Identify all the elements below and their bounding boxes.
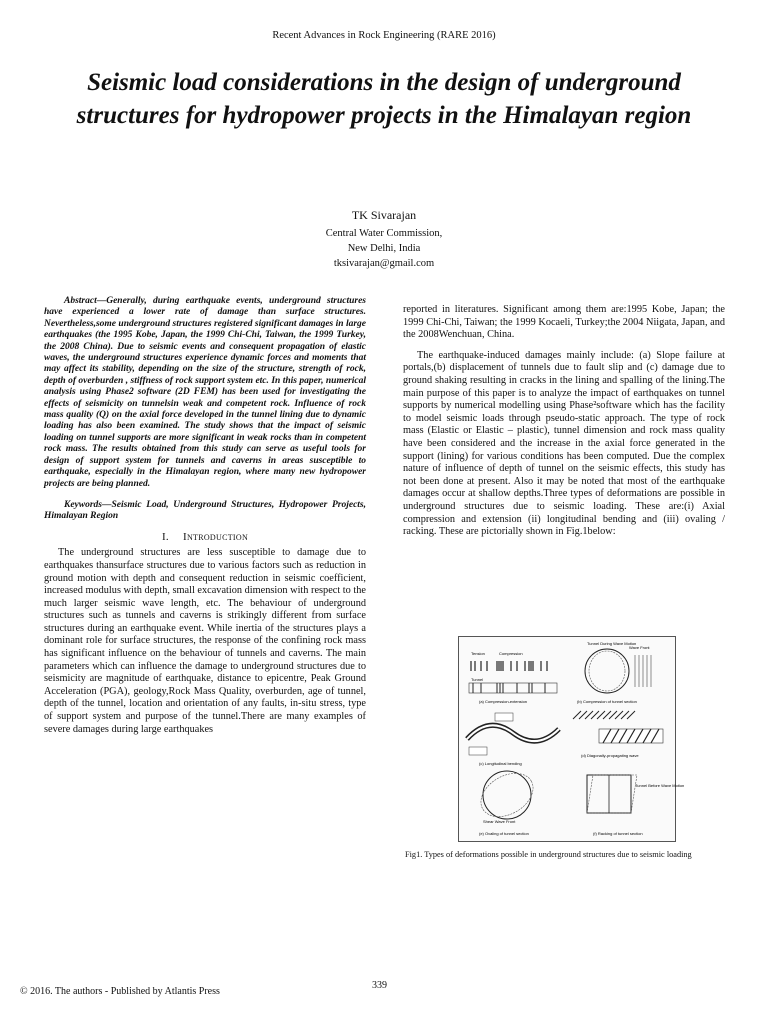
conference-header: Recent Advances in Rock Engineering (RARE 2016) <box>272 30 496 41</box>
paper-title: Seismic load considerations in the design of underground structures for hydropower projects in the Himalayan region <box>76 69 692 129</box>
footer-copyright: © 2016. The authors - Published by Atlantis Press <box>20 986 220 997</box>
section-heading <box>44 531 366 544</box>
panel-compression-extension <box>469 651 557 704</box>
author-name: TK Sivarajan <box>351 208 417 222</box>
section-number: I. <box>161 530 169 543</box>
panel-racking <box>587 775 684 836</box>
page-number: 339 <box>372 980 387 991</box>
label-tunnel-during: Tunnel During Wave Motion <box>587 641 637 646</box>
panel-longitudinal-bending <box>467 713 559 766</box>
section-title: Introduction <box>182 530 249 543</box>
label-compression: Compression <box>499 651 523 656</box>
abstract: Abstract—Generally, during earthquake events, underground structures have experienced a lower rate of damage than surface structures. Nevertheless,some underground structures registered significant damages in large earthquakes (the 1995 Kobe, Japan, the 1999 Chi-Chi, Taiwan, the 1999 Turkey, the 2008 China). Due to seismic events and consequent propagation of elastic waves, the underground structures experience dynamic forces and moments that may affect its stability, depending on the size of the structure, strength of rock, depth of overburden , stiffness of rock support system etc. In this paper, numerical analysis using Phase2 software (2D FEM) has been used for investigating the effects of seismicity on tunnelsin weak and competent rock. Influence of rock mass quality (Q) on the axial force developed in the tunnel lining due to dynamic loading has also been examined. The study shows that the impact of seismic loading on tunnel supports are more significant in weak rocks than in competent rock mass. The results obtained from this study can serve as useful tools for design of support system for tunnels and caverns in areas susceptible to earthquake, especially in the Himalayan region, where many new hydropower projects are being planned. <box>44 296 366 489</box>
left-column <box>44 296 366 736</box>
panel-a-caption: (a) Compression-extension <box>479 699 528 704</box>
panel-compression-section <box>577 641 651 704</box>
right-column <box>403 304 725 539</box>
figure-caption: Fig1. Types of deformations possible in underground structures due to seismic loading <box>405 850 692 859</box>
label-tunnel-before: Tunnel Before Wave Motion <box>635 783 685 788</box>
deformation-figure <box>458 636 685 842</box>
panel-d-caption: (d) Diagonally-propagating wave <box>581 753 639 758</box>
panel-f-caption: (f) Racking of tunnel section <box>593 831 643 836</box>
intro-paragraph: The underground structures are less susceptible to damage due to earthquakes thansurface structures due to various factors such as reduction in ground motion with depth and consequent reduction in seismic coefficient, increased modulus with depth, small excavation dimension with respect to the much larger seismic wave length, etc. The behaviour of underground structures such as tunnels and caverns is strikingly different from surface structures during an earthquake event. While inertia of the structures plays a dominant role for surface structures, the response of the confining rock mass has significant influence on the behaviour of tunnels and caverns. The main parameters which can influence the damage to underground structures due to seismicity are magnitude of earthquake, distance to epicentre, Peak Ground Acceleration (PGA), geology,Rock Mass Quality, overburden, age of tunnel, depth of the tunnel, location and orientation of any faults, in-situ stress, type of support system and purpose of the tunnel.There are many examples of severe damages during large earthquakes <box>44 547 366 735</box>
body-paragraph: reported in literatures. Significant among them are:1995 Kobe, Japan; the 1999 Chi-Chi, Taiwan; the 1999 Kocaeli, Turkey;the 2004 Niigata, Japan, and the 2008Wenchuan, China. <box>403 304 725 341</box>
keywords: Keywords—Seismic Load, Underground Structures, Hydropower Projects, Himalayan Region <box>44 499 366 522</box>
panel-ovaling <box>473 765 540 836</box>
body-paragraph: The earthquake-induced damages mainly include: (a) Slope failure at portals,(b) displacement of tunnels due to fault slip and (c) damage due to ground shaking resulting in cracks in the lining and spalling of the lining.The main purpose of this paper is to analyze the impact of earthquakes on tunnel supports by numerical modelling using Phase²software which has the facility to model seismic loads through pseudo-static approach. The type of rock mass (Elastic or Elastic – plastic), tunnel dimension and rock mass quality have been considered and the increase in the axial force generated in the support (lining) for various conditions has been computed. Due the complex nature of influence of depth of tunnel on the seismic effects, this study has not been done at present. Also it may be noted that most of the earthquake damages occur at shallow depths.Three types of deformations are possible in underground structures due to seismic loading. These are:(i) Axial compression and extension (ii) longitudinal bending and (iii) ovaling / racking. These are pictorially shown in Fig.1below: <box>403 349 725 538</box>
label-shear-front: Shear Wave Front <box>483 819 516 824</box>
label-tunnel: Tunnel <box>471 677 484 682</box>
panel-b-caption: (b) Compression of tunnel section <box>577 699 637 704</box>
panel-e-caption: (e) Ovaling of tunnel section <box>479 831 529 836</box>
author-email: tksivarajan@gmail.com <box>333 258 435 269</box>
panel-c-caption: (c) Longitudinal bending <box>479 761 522 766</box>
affiliation-line: Central Water Commission, <box>325 228 443 239</box>
label-tension: Tension <box>471 651 485 656</box>
label-wave-front: Wave Front <box>629 645 650 650</box>
panel-diagonal-wave <box>573 711 663 758</box>
author-affiliation <box>0 226 768 271</box>
affiliation-line: New Delhi, India <box>347 243 421 254</box>
